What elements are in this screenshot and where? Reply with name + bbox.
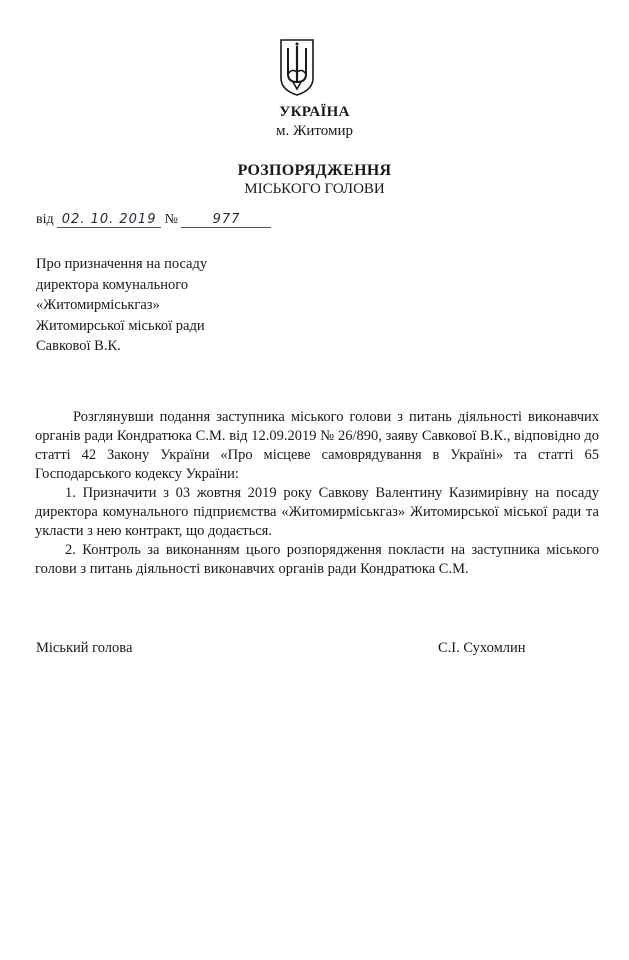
- body-paragraph: 1. Призначити з 03 жовтня 2019 року Савкову Валентину Казимирівну на посаду директора комунального підприємства «Житомирміськгаз» Житомирської міської ради та укласти з нею контракт, що додається.: [35, 485, 599, 539]
- date-value: 02. 10. 2019: [57, 212, 161, 228]
- registration-line: [36, 212, 271, 228]
- subject-block: [36, 254, 207, 357]
- signature-name: С.І. Сухомлин: [438, 640, 526, 656]
- subject-line: «Житомирміськгаз»: [36, 297, 160, 313]
- number-label: №: [164, 212, 178, 227]
- document-type: РОЗПОРЯДЖЕННЯ: [237, 162, 392, 179]
- subject-line: Про призначення на посаду: [36, 256, 208, 272]
- body-paragraph: 2. Контроль за виконанням цього розпорядження покласти на заступника міського голови з питань діяльності виконавчих органів ради Кондратюка С.М.: [35, 542, 599, 577]
- number-value: 977: [181, 212, 271, 228]
- subject-line: Савкової В.К.: [36, 338, 121, 354]
- body-paragraph: Розглянувши подання заступника міського голови з питань діяльності виконавчих органів ради Кондратюка С.М. від 12.09.2019 № 26/890, заяву Савкової В.К., відповідно до статті 42 Закону України «Про місцеве самоврядування в Україні» та статті 65 Господарського кодексу України:: [35, 409, 599, 482]
- body-text: [35, 408, 599, 579]
- subject-line: директора комунального: [36, 276, 189, 293]
- country-name: УКРАЇНА: [279, 104, 350, 120]
- subject-line: Житомирської міської ради: [36, 317, 205, 334]
- document-subtype: МІСЬКОГО ГОЛОВИ: [244, 181, 385, 197]
- trident-emblem-icon: [277, 38, 317, 96]
- signature-role: Міський голова: [36, 640, 133, 656]
- date-label: від: [36, 212, 54, 227]
- city-name: м. Житомир: [275, 123, 354, 139]
